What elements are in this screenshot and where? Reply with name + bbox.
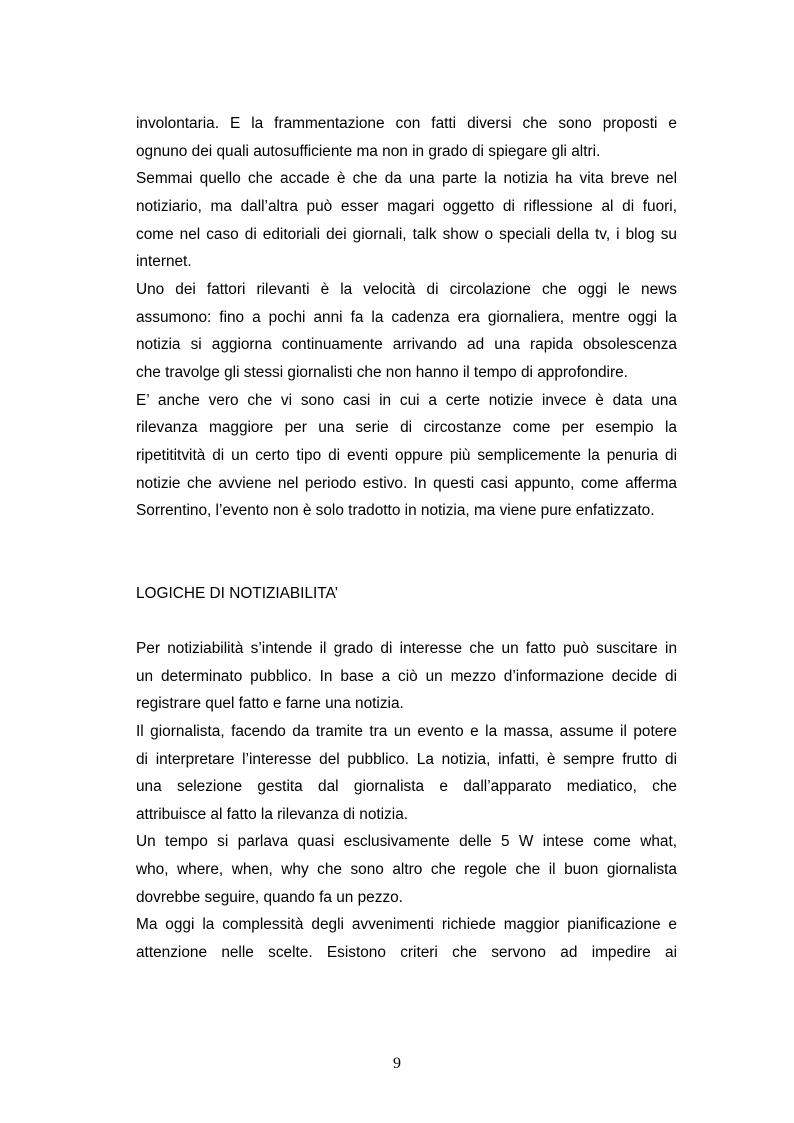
- page-number: 9: [393, 1055, 401, 1072]
- text-line: rilevanza maggiore per una serie di circostanze come per esempio la: [136, 419, 677, 436]
- text-line: Sorrentino, l’evento non è solo tradotto in notizia, ma viene pure enfatizzato.: [136, 502, 655, 519]
- text-line: una selezione gestita dal giornalista e dall’apparato mediatico, che: [136, 778, 677, 795]
- text-line: che travolge gli stessi giornalisti che non hanno il tempo di approfondire.: [136, 364, 628, 381]
- text-line: notizia si aggiorna continuamente arrivando ad una rapida obsolescenza: [136, 336, 677, 353]
- text-line: internet.: [136, 253, 192, 270]
- text-line: who, where, when, why che sono altro che regole che il buon giornalista: [136, 861, 677, 878]
- text-line: Un tempo si parlava quasi esclusivamente delle 5 W intese come what,: [136, 833, 677, 850]
- text-line: Il giornalista, facendo da tramite tra un evento e la massa, assume il potere: [136, 723, 677, 740]
- text-line: attenzione nelle scelte. Esistono criteri che servono ad impedire ai: [136, 944, 677, 961]
- text-line: notiziario, ma dall’altra può esser magari oggetto di riflessione al di fuori,: [136, 198, 677, 215]
- text-line: Uno dei fattori rilevanti è la velocità di circolazione che oggi le news: [136, 281, 677, 298]
- text-line: dovrebbe seguire, quando fa un pezzo.: [136, 889, 403, 906]
- text-line: Per notiziabilità s’intende il grado di interesse che un fatto può suscitare in: [136, 640, 677, 657]
- text-line: assumono: fino a pochi anni fa la cadenza era giornaliera, mentre oggi la: [136, 309, 677, 326]
- text-line: di interpretare l’interesse del pubblico. La notizia, infatti, è sempre frutto di: [136, 751, 677, 768]
- text-line: ripetititvità di un certo tipo di eventi oppure più semplicemente la penuria di: [136, 447, 677, 464]
- text-line: notizie che avviene nel periodo estivo. In questi casi appunto, come afferma: [136, 475, 677, 492]
- section-heading: LOGICHE DI NOTIZIABILITA’: [136, 585, 339, 602]
- text-line: involontaria. E la frammentazione con fatti diversi che sono proposti e: [136, 115, 677, 132]
- text-line: E’ anche vero che vi sono casi in cui a certe notizie invece è data una: [136, 392, 677, 409]
- text-line: un determinato pubblico. In base a ciò un mezzo d’informazione decide di: [136, 668, 677, 685]
- text-line: registrare quel fatto e farne una notizia.: [136, 695, 404, 712]
- text-line: come nel caso di editoriali dei giornali, talk show o speciali della tv, i blog su: [136, 226, 677, 243]
- text-line: Ma oggi la complessità degli avvenimenti richiede maggior pianificazione e: [136, 916, 677, 933]
- text-line: ognuno dei quali autosufficiente ma non in grado di spiegare gli altri.: [136, 143, 601, 160]
- text-line: attribuisce al fatto la rilevanza di notizia.: [136, 806, 409, 823]
- text-line: Semmai quello che accade è che da una parte la notizia ha vita breve nel: [136, 170, 677, 187]
